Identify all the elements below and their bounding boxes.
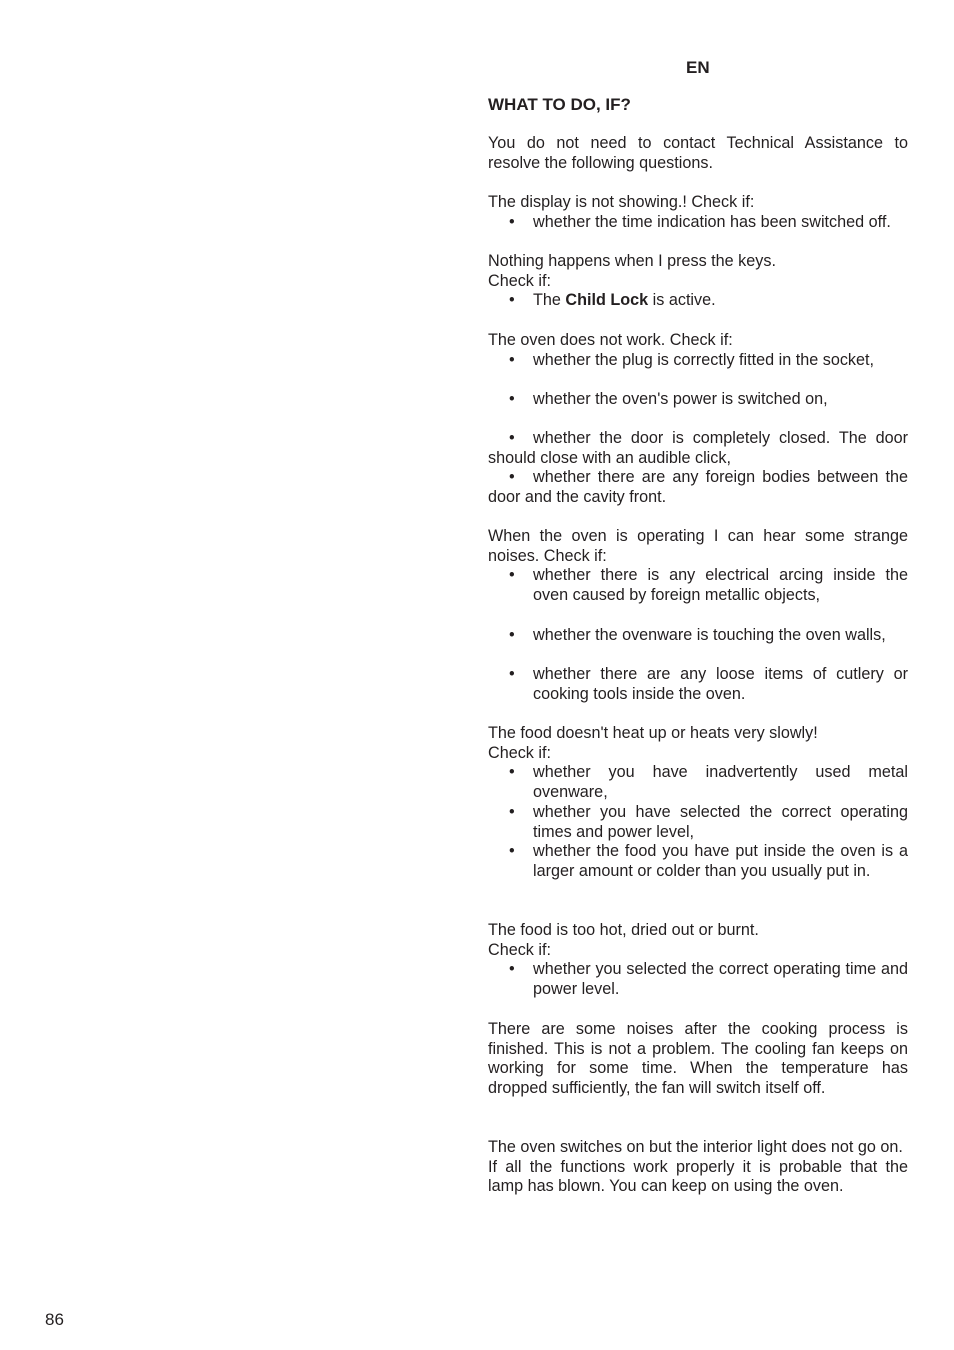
bullet: • [509, 842, 515, 861]
list-item [488, 763, 908, 802]
issue-oven-not-working-items-3-4 [488, 429, 908, 508]
list-item [488, 566, 908, 605]
list-item-text: whether the time indication has been switched off. [533, 212, 891, 231]
issue-lead: Nothing happens when I press the keys. [488, 252, 776, 270]
issue-lead: The oven does not work. Check if: [488, 331, 733, 349]
list-item [488, 803, 908, 842]
list-item [488, 390, 908, 410]
issue-oven-not-working-item-2 [488, 390, 908, 410]
list-item-text: whether the food you have put inside the oven is a larger amount or colder than you usually put in. [533, 842, 908, 880]
issue-strange-noises [488, 527, 908, 606]
list-item-text: whether you have selected the correct operating times and power level, [533, 802, 908, 841]
list-item-text: whether you selected the correct operating time and power level. [533, 960, 908, 999]
language-label: EN [686, 58, 710, 77]
issue-interior-light [488, 1138, 908, 1197]
bullet: • [509, 212, 515, 231]
issue-lead: The food doesn't heat up or heats very slowly! [488, 724, 818, 742]
list-item-text: whether the ovenware is touching the oven walls, [533, 626, 886, 644]
issue-explanation: If all the functions work properly it is probable that the lamp has blown. You can keep on using the oven. [488, 1157, 908, 1196]
section-heading: WHAT TO DO, IF? [488, 95, 631, 114]
issue-lead: The display is not showing.! Check if: [488, 193, 755, 211]
bullet: • [509, 626, 515, 644]
issue-strange-noises-item-2 [488, 626, 908, 646]
issue-keys-not-responding [488, 252, 908, 311]
list-item-text: whether the oven's power is switched on, [533, 390, 828, 408]
list-item: • whether there are any foreign bodies between the door and the cavity front. [488, 468, 908, 507]
list-item [488, 626, 908, 646]
list-item [488, 213, 908, 233]
list-item-text: whether you have inadvertently used metal ovenware, [533, 763, 908, 802]
issue-check-if: Check if: [488, 271, 551, 290]
bullet: • [509, 390, 515, 408]
list-item-text-pre: The [533, 291, 566, 310]
list-item-text: whether the plug is correctly fitted in the socket, [533, 350, 875, 369]
list-item [488, 842, 908, 881]
list-item [488, 351, 908, 371]
child-lock-term: Child Lock [565, 291, 649, 310]
list-item-text: whether there is any electrical arcing inside the oven caused by foreign metallic objects, [533, 566, 908, 605]
list-item-text: whether there are any foreign bodies between the door and the cavity front. [488, 468, 908, 507]
list-item-text-post: is active. [648, 291, 716, 310]
issue-check-if: Check if: [488, 743, 551, 762]
issue-lead: The food is too hot, dried out or burnt. [488, 921, 759, 939]
issue-check-if: Check if: [488, 940, 551, 959]
bullet: • [509, 763, 515, 782]
list-item [488, 665, 908, 704]
bullet: • [509, 802, 515, 821]
list-item [488, 960, 908, 999]
bullet: • [509, 350, 515, 369]
list-item-text: whether there are any loose items of cutlery or cooking tools inside the oven. [533, 665, 908, 703]
bullet: • [509, 960, 515, 979]
bullet: • [509, 665, 515, 683]
issue-noises-after-cooking: There are some noises after the cooking process is finished. This is not a problem. The cooling fan keeps on working for some time. When the temperature has dropped sufficiently, the fan will switch itself off. [488, 1020, 908, 1098]
issue-food-too-hot [488, 921, 908, 1000]
intro-paragraph: You do not need to contact Technical Assistance to resolve the following questions. [488, 134, 908, 172]
list-item: • whether the door is completely closed. The door should close with an audible click, [488, 429, 908, 467]
issue-lead: The oven switches on but the interior light does not go on. [488, 1138, 903, 1156]
issue-display-not-showing [488, 193, 908, 232]
bullet: • [509, 291, 515, 310]
issue-lead: When the oven is operating I can hear some strange noises. Check if: [488, 527, 908, 565]
issue-food-not-heating [488, 724, 908, 882]
page-number: 86 [45, 1310, 64, 1329]
issue-oven-not-working [488, 331, 908, 370]
list-item [488, 291, 908, 311]
bullet: • [509, 566, 515, 585]
issue-strange-noises-item-3 [488, 665, 908, 704]
list-item-text: whether the door is completely closed. The door should close with an audible click, [488, 429, 908, 467]
